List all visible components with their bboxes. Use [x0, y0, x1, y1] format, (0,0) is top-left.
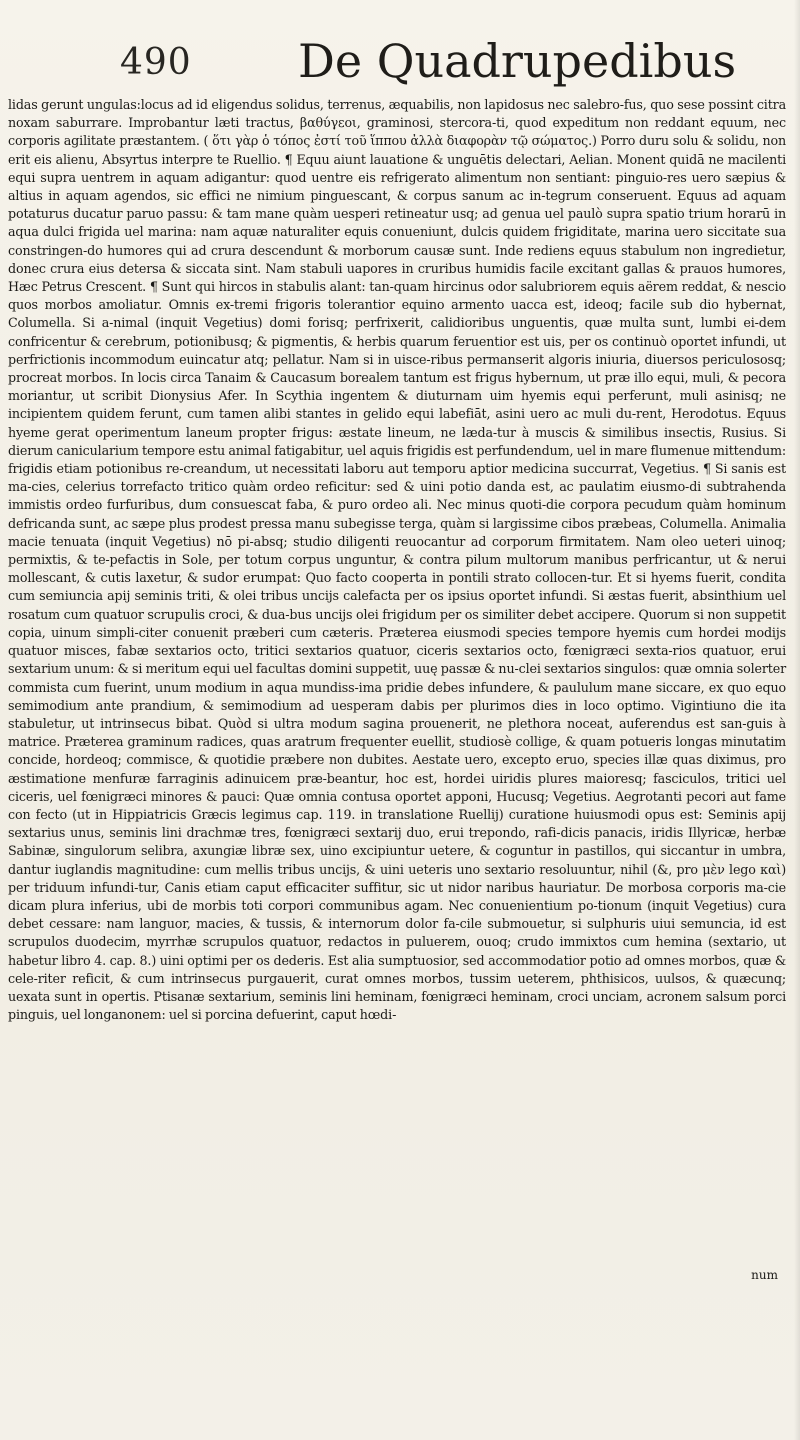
running-head: De Quadrupedibus — [298, 34, 737, 88]
page-edge-shadow — [794, 0, 800, 1440]
page-header — [8, 36, 786, 92]
body-paragraph: lidas gerunt ungulas:locus ad id eligendus solidus, terrenus, æquabilis, non lapidosus nec salebro-fus, quo sese possint citra noxam saburrare. Improbantur læti tractus, βαθύγεοι, graminosi, stercora-ti, quod expeditum non reddant equum, nec corporis agilitate præstantem. ( ὅτι γὰρ ὁ τόπος ἐστί τοῦ ἵππου ἀλλὰ διαφορὰν τῷ σώματος.) Porro duru solu & solidu, non erit eis alienu, Absyrtus interpre te Ruellio. ¶ Equu aiunt lauatione & unguētis delectari, Aelian. Monent quidā ne macilenti equi supra uentrem in aquam adigantur: quod uentre eis refrigerato alimentum non sentiant: pinguio-res uero sæpius & altius in aquam agendos, sic effici ne nimium pinguescant, & corpus sanum ac in-tegrum conseruent. Equus ad aquam potaturus ducatur paruo passu: & tam mane quàm uesperi retineatur usq; ad genua uel paulò supra spatio trium horarū in aqua dulci frigida uel marina: nam aquæ naturaliter equis conueniunt, dulcis quidem frigiditate, marina uero siccitate sua constringen-do humores qui ad crura descendunt & morborum causæ sunt. Inde rediens equus stabulum non ingredietur, donec crura eius detersa & siccata sint. Nam stabuli uapores in cruribus humidis facile excitant gallas & prauos humores, Hæc Petrus Crescent. ¶ Sunt qui hircos in stabulis alant: tan-quam hircinus odor salubriorem equis aërem reddat, & nescio quos morbos amoliatur. Omnis ex-tremi frigoris tolerantior equino armento uacca est, ideoq; facile sub dio hybernat, Columella. Si a-nimal (inquit Vegetius) domi forisq; perfrixerit, calidioribus unguentis, quæ multa sunt, lumbi ei-dem confricentur & cerebrum, potionibusq; & pigmentis, & herbis quarum feruentior est uis, per os continuò oportet infundi, ut perfrictionis incommodum euincatur atq; pellatur. Nam si in uisce-ribus permanserit algoris iniuria, diuersos periculososq; procreat morbos. In locis circa Tanaim & Caucasum borealem tantum est frigus hybernum, ut præ illo equi, muli, & pecora moriantur, ut scribit Dionysius Afer. In Scythia ingentem & diuturnam uim hyemis equi perferunt, muli asinisq; ne incipientem quidem ferunt, cum tamen alibi stantes in gelido equi labefiāt, asini uero ac muli du-rent, Herodotus. Equus hyeme gerat operimentum laneum propter frigus: æstate lineum, ne læda-tur à muscis & similibus insectis, Rusius. Si dierum canicularium tempore estu animal fatigabitur, uel aquis frigidis est perfundendum, uel in mare flumenue mittendum: frigidis etiam potionibus re-creandum, ut necessitati laboru aut temporu aptior medicina succurrat, Vegetius. ¶ Si sanis est ma-cies, celerius torrefacto tritico quàm ordeo reficitur: sed & uini potio danda est, ac paulatim eiusmo-di subtrahenda immistis ordeo furfuribus, dum consuescat faba, & puro ordeo ali. Nec minus quoti-die corpora pecudum quàm hominum defricanda sunt, ac sæpe plus prodest pressa manu subegisse terga, quàm si largissime cibos præbeas, Columella. Animalia macie tenuata (inquit Vegetius) nō pi-absq; studio diligenti reuocantur ad corporum firmitatem. Nam oleo ueteri uinoq; permixtis, & te-pefactis in Sole, per totum corpus unguntur, & contra pilum multorum manibus perfricantur, ut & nerui mollescant, & cutis laxetur, & sudor erumpat: Quo facto cooperta in pontili strato collocen-tur. Et si hyems fuerit, condita cum semiuncia apij seminis triti, & olei tribus uncijs calefacta per os ipsius oportet infundi. Si æstas fuerit, absinthium uel rosatum cum quatuor scrupulis croci, & dua-bus uncijs olei frigidum per os similiter debet accipere. Quorum si non suppetit copia, uinum simpli-citer conuenit præberi cum cæteris. Præterea eiusmodi species tempore hyemis cum hordei modijs quatuor misces, fabæ sextarios octo, tritici sextarios quatuor, ciceris sextarios octo, fœnigræci sexta-rios quatuor, erui sextarium unum: & si meritum equi uel facultas domini suppetit, uuę passæ & nu-clei sextarios singulos: quæ omnia solerter commista cum fuerint, unum modium in aqua mundiss-ima pridie debes infundere, & paululum mane siccare, ex quo equo semimodium ante prandium, & semimodium ad uesperam dabis per plurimos dies in loco optimo. Vigintiuno die ita stabuletur, ut intrinsecus bibat. Quòd si ultra modum sagina prouenerit, ne plethora noceat, auferendus est san-guis à matrice. Præterea graminum radices, quas aratrum frequenter euellit, studiosè collige, & quam potueris longas minutatim concide, hordeoq; commisce, & quotidie præbere non dubites. Aestate uero, excepto eruo, species illæ quas diximus, pro æstimatione menfuræ farraginis adinuicem præ-beantur, hoc est, hordei uiridis plures maioresq; fasciculos, tritici uel ciceris, uel fœnigræci minores & pauci: Quæ omnia contusa oportet apponi, Hucusq; Vegetius. Aegrotanti pecori aut fame con fecto (ut in Hippiatricis Græcis legimus cap. 119. in translatione Ruellij) curatione huiusmodi opus est: Seminis apij sextarius unus, seminis lini drachmæ tres, fœnigræci sextarij duo, erui trepondo, rafi-dicis panacis, iridis Illyricæ, herbæ Sabinæ, singulorum selibra, axungiæ libræ sex, uino excipiuntur uetere, & coguntur in pastillos, qui siccantur in umbra, dantur iuglandis magnitudine: cum mellis tribus uncijs, & uini ueteris uno sextario resoluuntur, nihil (&, pro μὲν lego καὶ) per triduum infundi-tur, Canis etiam caput efficaciter suffitur, sic ut nidor naribus hauriatur. De morbosa corporis ma-cie dicam plura inferius, ubi de morbis toti corpori communibus agam. Nec conuenientium po-tionum (inquit Vegetius) cura debet cessare: nam languor, macies, & tussis, & internorum dolor fa-cile submouetur, si sulphuris uiui semuncia, id est scrupulos duodecim, myrrhæ scrupulos quatuor, redactos in puluerem, ouoq; crudo immixtos cum hemina (sextario, ut habetur libro 4. cap. 8.) uini optimi per os dederis. Est alia sumptuosior, sed accommodatior potio ad omnes morbos, quæ & cele-riter reficit, & cum intrinsecus purgauerit, curat omnes morbos, tussim ueterem, phthisicos, uulsos, & quæcunq; uexata sunt in opertis. Ptisanæ sextarium, seminis lini heminam, fœnigræci heminam, croci unciam, acronem salsum porci pinguis, uel longanonem: uel si porcina defuerint, caput hœdi- — [8, 97, 786, 1023]
body-text — [8, 96, 786, 1024]
page-number: 490 — [120, 42, 192, 83]
catchword: num — [751, 1268, 778, 1282]
